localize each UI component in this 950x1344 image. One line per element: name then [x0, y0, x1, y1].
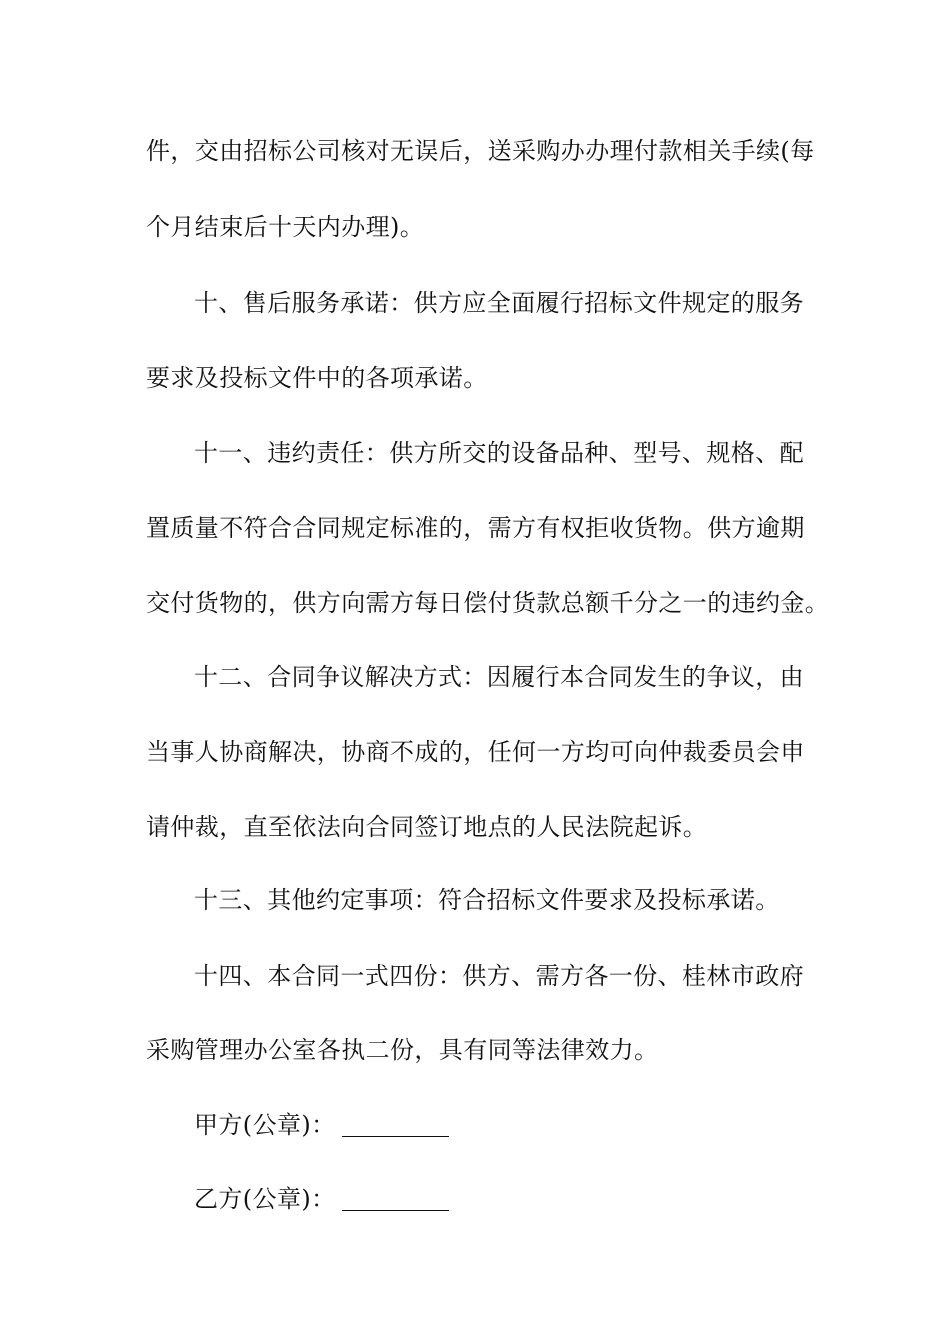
clause-13-line: 十三、其他约定事项：符合招标文件要求及投标承诺。 [194, 886, 780, 914]
paragraph-line: 采购管理办公室各执二份，具有同等法律效力。 [146, 1036, 659, 1064]
paragraph-line: 交付货物的，供方向需方每日偿付货款总额千分之一的违约金。 [146, 589, 830, 617]
paragraph-line: 置质量不符合合同规定标准的，需方有权拒收货物。供方逾期 [146, 514, 805, 542]
party-a-label: 甲方(公章)： [194, 1111, 336, 1139]
clause-11-heading-line: 十一、违约责任：供方所交的设备品种、型号、规格、配 [194, 439, 804, 467]
party-b-label: 乙方(公章)： [194, 1185, 336, 1213]
paragraph-line: 要求及投标文件中的各项承诺。 [146, 364, 488, 392]
clause-14-heading-line: 十四、本合同一式四份：供方、需方各一份、桂林市政府 [194, 962, 804, 990]
signature-party-b [194, 1183, 864, 1215]
paragraph-line: 当事人协商解决，协商不成的，任何一方均可向仲裁委员会申 [146, 738, 805, 766]
clause-12-heading-line: 十二、合同争议解决方式：因履行本合同发生的争议，由 [194, 663, 804, 691]
signature-party-a [194, 1109, 864, 1141]
party-a-signature-blank[interactable] [342, 1114, 449, 1137]
paragraph-line: 个月结束后十天内办理)。 [146, 213, 425, 241]
paragraph-line: 件，交由招标公司核对无误后，送采购办办理付款相关手续(每 [146, 137, 815, 165]
party-b-signature-blank[interactable] [342, 1188, 449, 1211]
paragraph-line: 请仲裁，直至依法向合同签订地点的人民法院起诉。 [146, 813, 708, 841]
clause-10-heading-line: 十、售后服务承诺：供方应全面履行招标文件规定的服务 [194, 289, 804, 317]
